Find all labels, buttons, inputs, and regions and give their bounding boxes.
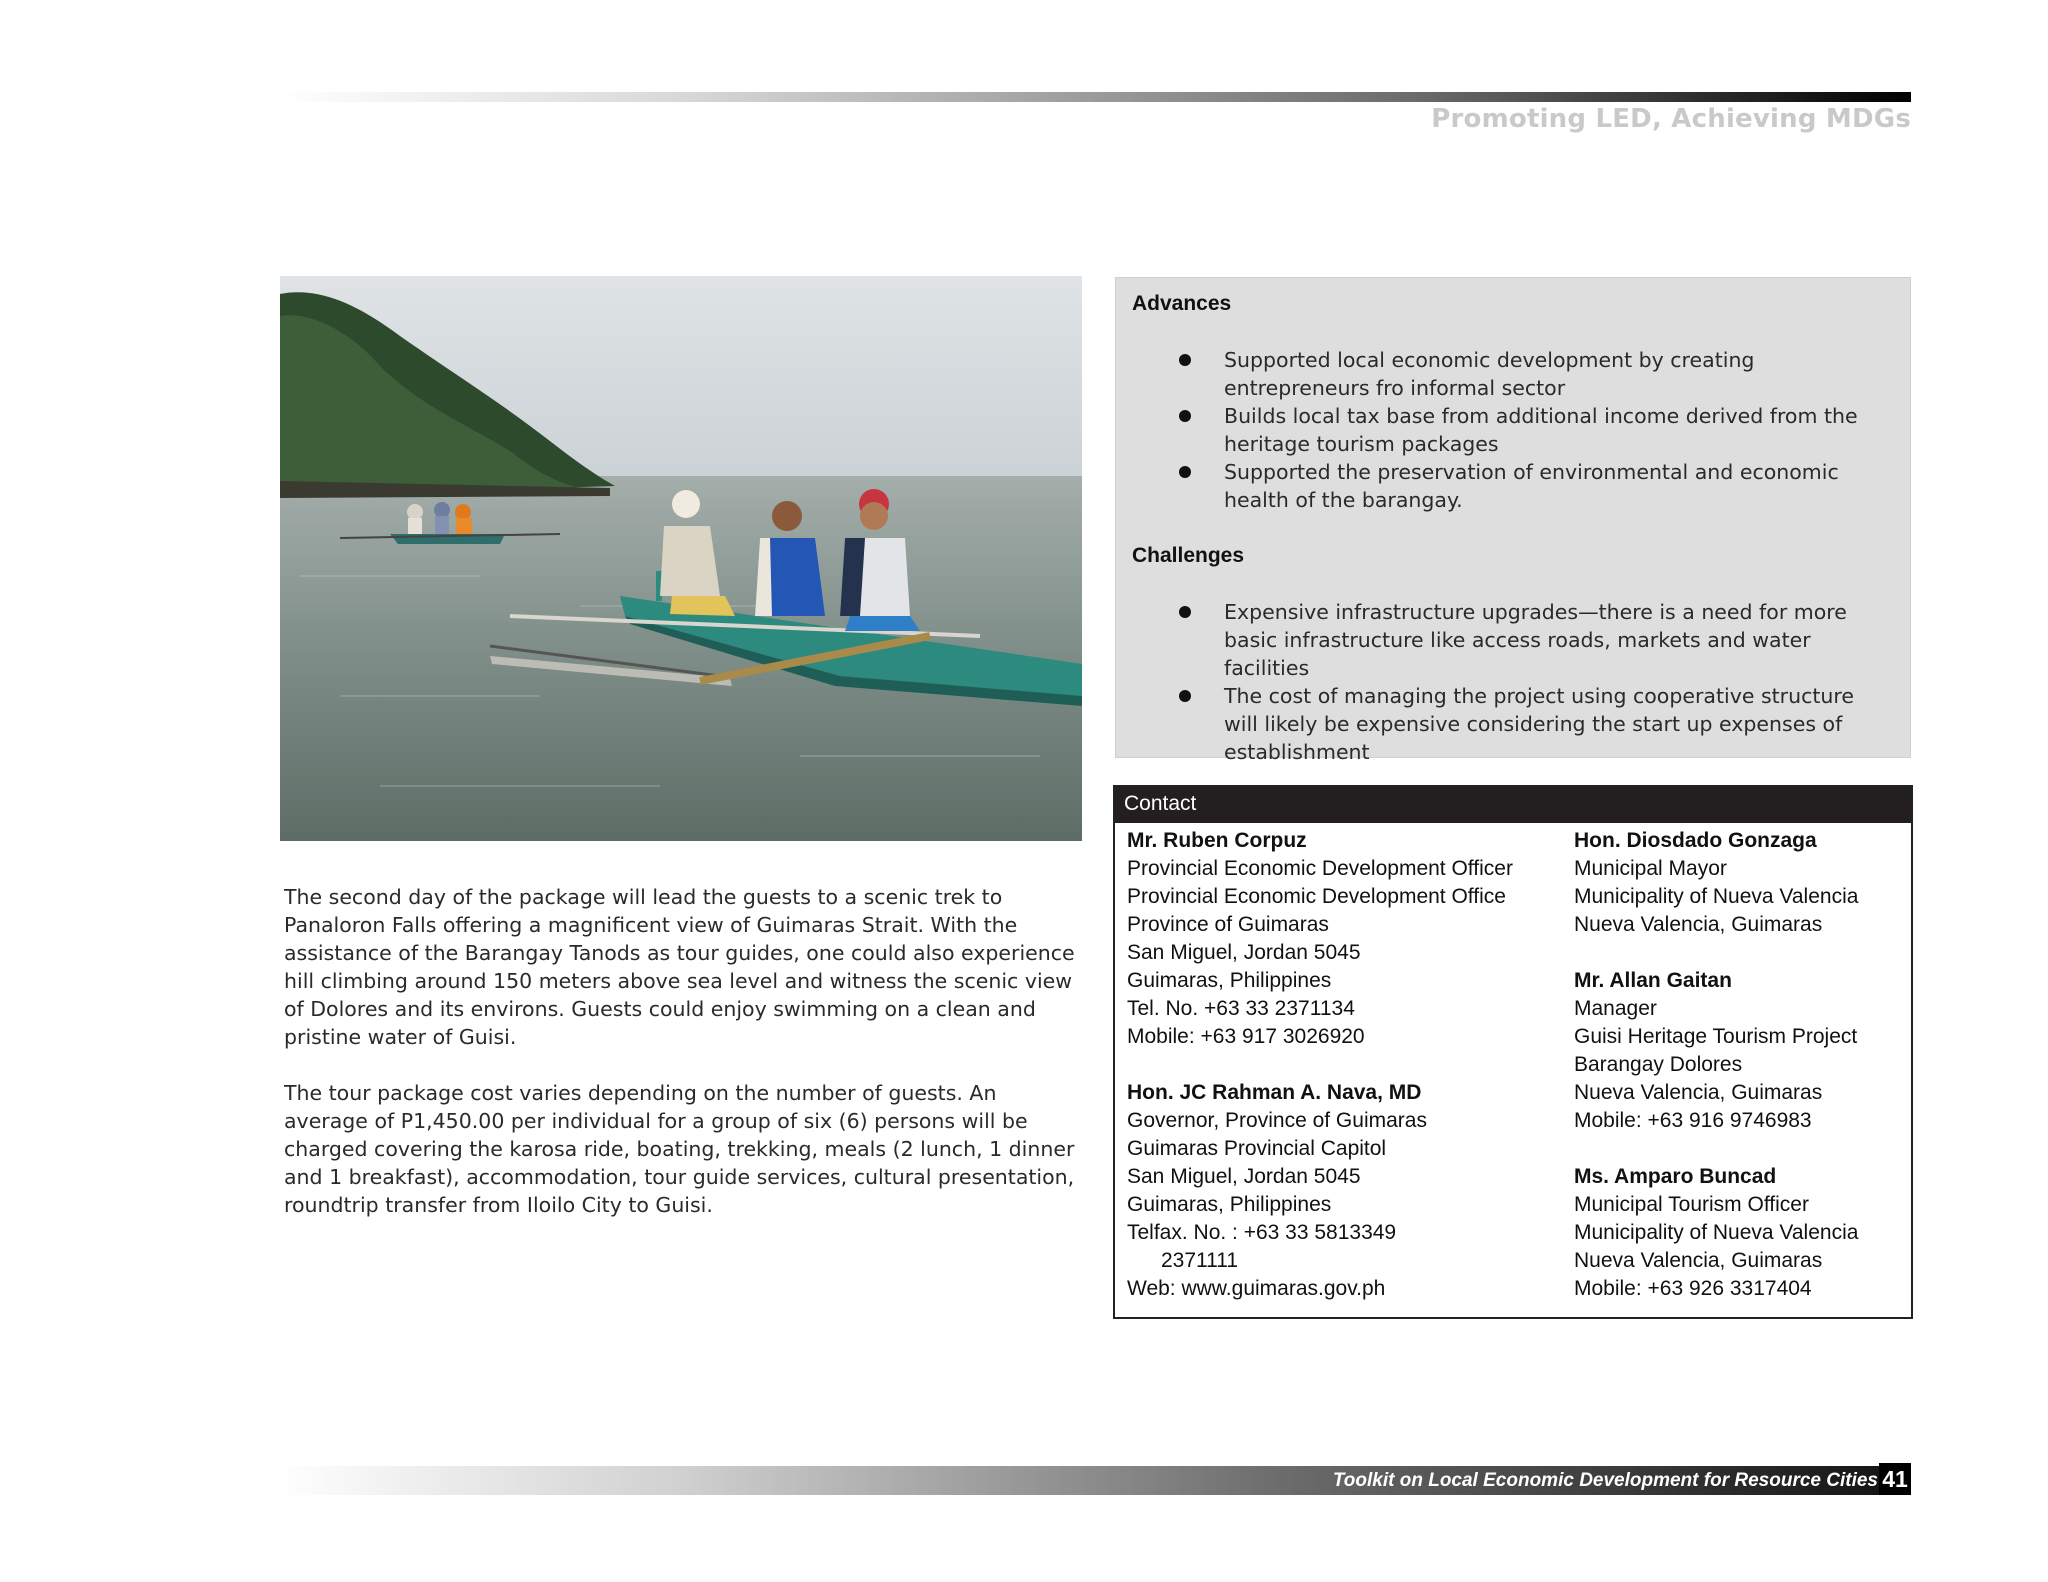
list-item-text: Expensive infrastructure upgrades—there is a need for more basic infrastructure like access roads, markets and water facilities xyxy=(1224,600,1847,680)
contact-name: Hon. Diosdado Gonzaga xyxy=(1574,829,1817,852)
contact-line: Guisi Heritage Tourism Project xyxy=(1574,1025,1858,1048)
contact-line: San Miguel, Jordan 5045 xyxy=(1127,1165,1361,1188)
bullet-icon xyxy=(1179,410,1191,422)
list-item xyxy=(1132,598,1892,682)
contact-web: Web: www.guimaras.gov.ph xyxy=(1127,1277,1386,1300)
contact-line: Municipality of Nueva Valencia xyxy=(1574,885,1859,908)
footer-publication: Toolkit on Local Economic Development for Resource Cities xyxy=(1332,1470,1878,1491)
list-item-text: The cost of managing the project using cooperative structure will likely be expensive considering the start up expenses of establishment xyxy=(1224,684,1854,764)
contact-line: Provincial Economic Development Officer xyxy=(1127,857,1513,880)
contact-line: Nueva Valencia, Guimaras xyxy=(1574,913,1823,936)
contact-box xyxy=(1113,785,1913,1319)
advances-challenges-box xyxy=(1115,277,1911,764)
list-item-text: Builds local tax base from additional income derived from the heritage tourism packages xyxy=(1224,404,1858,456)
contact-name: Mr. Allan Gaitan xyxy=(1574,969,1732,992)
contact-line: Barangay Dolores xyxy=(1574,1053,1743,1076)
page-number: 41 xyxy=(1879,1463,1911,1495)
body-paragraph: The second day of the package will lead the guests to a scenic trek to Panaloron Falls offering a magnificent view of Guimaras Strait. With the assistance of the Barangay Tanods as tour guides, one could also experience hill climbing around 150 meters above sea level and witness the scenic view of Dolores and its environs. Guests could enjoy swimming on a clean and pristine water of Guisi. xyxy=(284,885,1075,1049)
contact-line: Tel. No. +63 33 2371134 xyxy=(1127,997,1355,1020)
contact-line: Guimaras Provincial Capitol xyxy=(1127,1137,1387,1160)
contact-line: Manager xyxy=(1574,997,1657,1020)
contact-line: Mobile: +63 926 3317404 xyxy=(1574,1277,1812,1300)
contact-line: Provincial Economic Development Office xyxy=(1127,885,1506,908)
bullet-icon xyxy=(1179,466,1191,478)
body-paragraph: The tour package cost varies depending on the number of guests. An average of P1,450.00 per individual for a group of six (6) persons will be charged covering the karosa ride, boating, trekking, meals (2 lunch, 1 dinner and 1 breakfast), accommodation, tour guide services, cultural presentation, roundtrip transfer from Iloilo City to Guisi. xyxy=(284,1081,1075,1217)
contact-line: 2371111 xyxy=(1161,1249,1239,1272)
bullet-icon xyxy=(1179,690,1191,702)
contact-line: Mobile: +63 916 9746983 xyxy=(1574,1109,1812,1132)
contact-line: Municipality of Nueva Valencia xyxy=(1574,1221,1859,1244)
list-item xyxy=(1132,402,1892,458)
contact-line: Province of Guimaras xyxy=(1127,913,1329,936)
contact-line: Guimaras, Philippines xyxy=(1127,1193,1332,1216)
challenges-heading: Challenges xyxy=(1132,544,1245,567)
contact-title: Contact xyxy=(1115,787,1911,823)
contact-line: Governor, Province of Guimaras xyxy=(1127,1109,1427,1132)
bullet-icon xyxy=(1179,606,1191,618)
contact-name: Hon. JC Rahman A. Nava, MD xyxy=(1127,1081,1422,1104)
contact-line: Telfax. No. : +63 33 5813349 xyxy=(1127,1221,1397,1244)
contact-name: Mr. Ruben Corpuz xyxy=(1127,829,1307,852)
list-item xyxy=(1132,682,1892,766)
contact-line: Nueva Valencia, Guimaras xyxy=(1574,1249,1823,1272)
contact-line: Mobile: +63 917 3026920 xyxy=(1127,1025,1365,1048)
contact-column-left xyxy=(1127,827,1567,1303)
contact-line: Nueva Valencia, Guimaras xyxy=(1574,1081,1823,1104)
list-item xyxy=(1132,458,1892,514)
running-head: Promoting LED, Achieving MDGs xyxy=(1431,104,1911,134)
contact-line: Municipal Tourism Officer xyxy=(1574,1193,1809,1216)
contact-name: Ms. Amparo Buncad xyxy=(1574,1165,1777,1188)
contact-line: Guimaras, Philippines xyxy=(1127,969,1332,992)
photo-boats-on-sea xyxy=(280,276,1082,841)
spacer xyxy=(1574,939,1904,967)
header-rule xyxy=(275,92,1911,102)
list-item xyxy=(1132,346,1892,402)
contact-column-right xyxy=(1574,827,1904,1303)
list-item-text: Supported the preservation of environmental and economic health of the barangay. xyxy=(1224,460,1839,512)
photo-illustration xyxy=(280,276,1082,841)
body-text xyxy=(284,883,1084,1247)
contact-line: Municipal Mayor xyxy=(1574,857,1727,880)
contact-line: San Miguel, Jordan 5045 xyxy=(1127,941,1361,964)
spacer xyxy=(1574,1135,1904,1163)
list-item-text: Supported local economic development by creating entrepreneurs fro informal sector xyxy=(1224,348,1755,400)
spacer xyxy=(1127,1051,1567,1079)
advances-heading: Advances xyxy=(1132,292,1232,315)
challenges-list xyxy=(1132,598,1892,766)
advances-list xyxy=(1132,346,1892,514)
bullet-icon xyxy=(1179,354,1191,366)
